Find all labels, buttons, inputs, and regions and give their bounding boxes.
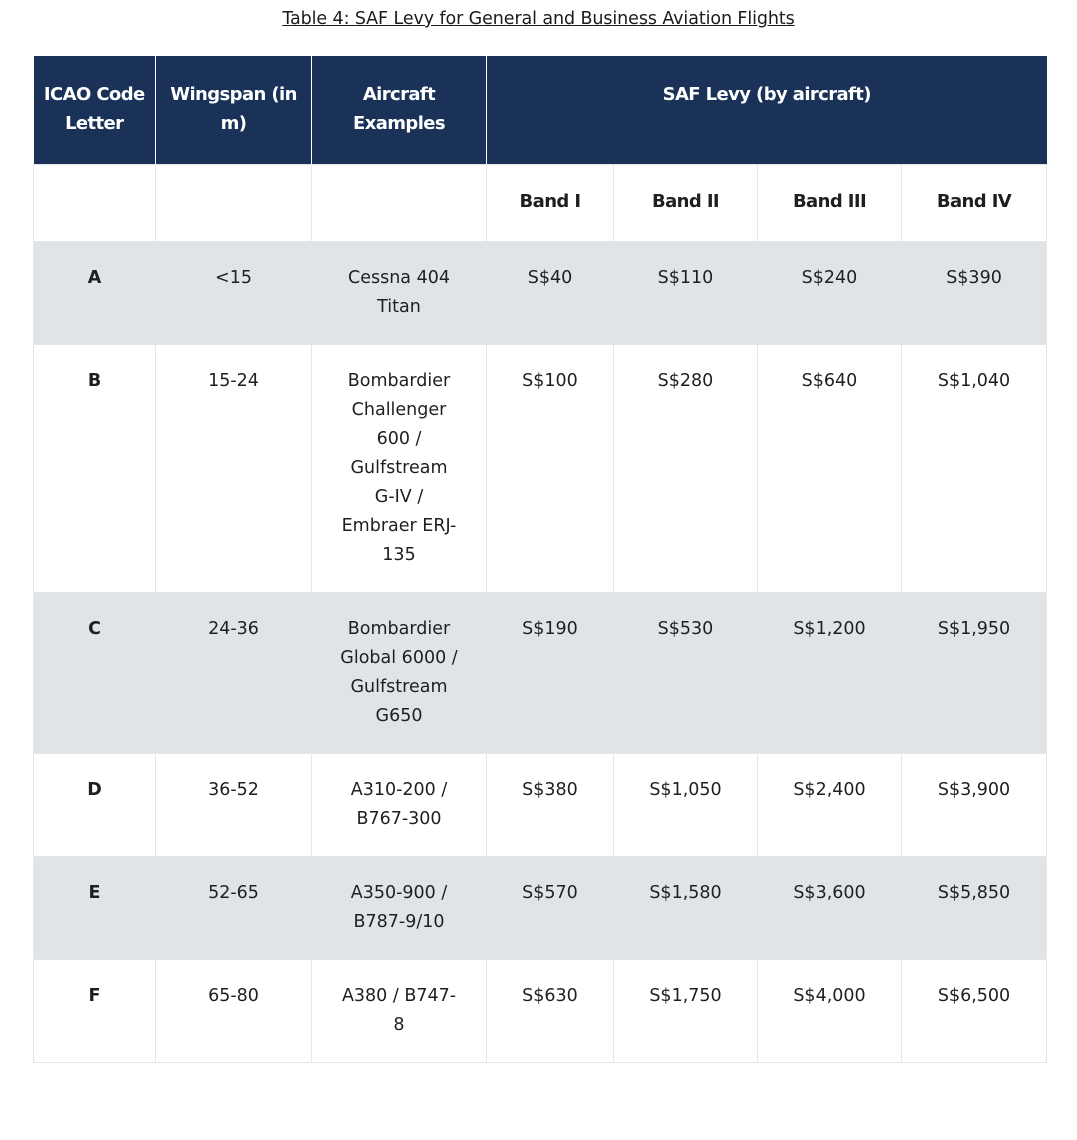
icao-code-cell: D [34,753,156,856]
icao-code-cell: B [34,344,156,592]
aircraft-examples-cell: Bombardier Challenger 600 / Gulfstream G-IV / Embraer ERJ-135 [312,344,487,592]
levy-band-3-cell: S$3,600 [758,856,902,959]
icao-code-cell: C [34,592,156,753]
levy-band-3-cell: S$1,200 [758,592,902,753]
levy-band-3-cell: S$2,400 [758,753,902,856]
table-row [34,856,1047,959]
levy-band-1-cell: S$40 [487,241,614,344]
header-wingspan: Wingspan (in m) [156,56,312,164]
levy-band-4-cell: S$1,950 [902,592,1047,753]
levy-band-4-cell: S$3,900 [902,753,1047,856]
empty-cell [156,164,312,241]
levy-band-3-cell: S$4,000 [758,959,902,1062]
band-4-header: Band IV [902,164,1047,241]
table-row [34,241,1047,344]
icao-code-cell: F [34,959,156,1062]
table-row [34,592,1047,753]
levy-band-4-cell: S$390 [902,241,1047,344]
wingspan-cell: 52-65 [156,856,312,959]
levy-band-1-cell: S$570 [487,856,614,959]
levy-band-2-cell: S$530 [614,592,758,753]
levy-band-3-cell: S$640 [758,344,902,592]
table-row [34,959,1047,1062]
wingspan-cell: 36-52 [156,753,312,856]
wingspan-cell: 15-24 [156,344,312,592]
levy-band-4-cell: S$6,500 [902,959,1047,1062]
band-1-header: Band I [487,164,614,241]
levy-band-2-cell: S$110 [614,241,758,344]
aircraft-examples-cell: A380 / B747-8 [312,959,487,1062]
levy-band-1-cell: S$100 [487,344,614,592]
table-row [34,344,1047,592]
levy-band-2-cell: S$1,050 [614,753,758,856]
levy-band-1-cell: S$630 [487,959,614,1062]
aircraft-examples-cell: A350-900 / B787-9/10 [312,856,487,959]
levy-band-2-cell: S$280 [614,344,758,592]
band-header-row [34,164,1047,241]
aircraft-examples-cell: A310-200 / B767-300 [312,753,487,856]
table-caption: Table 4: SAF Levy for General and Business Aviation Flights [282,9,795,29]
header-aircraft-examples: Aircraft Examples [312,56,487,164]
levy-band-2-cell: S$1,580 [614,856,758,959]
icao-code-cell: A [34,241,156,344]
levy-band-1-cell: S$190 [487,592,614,753]
band-3-header: Band III [758,164,902,241]
levy-band-1-cell: S$380 [487,753,614,856]
levy-band-4-cell: S$1,040 [902,344,1047,592]
table-row [34,753,1047,856]
header-row [34,56,1047,164]
wingspan-cell: 24-36 [156,592,312,753]
levy-band-4-cell: S$5,850 [902,856,1047,959]
icao-code-cell: E [34,856,156,959]
aircraft-examples-cell: Bombardier Global 6000 / Gulfstream G650 [312,592,487,753]
empty-cell [312,164,487,241]
band-2-header: Band II [614,164,758,241]
header-icao-code-letter: ICAO Code Letter [34,56,156,164]
wingspan-cell: 65-80 [156,959,312,1062]
wingspan-cell: <15 [156,241,312,344]
levy-band-3-cell: S$240 [758,241,902,344]
aircraft-examples-cell: Cessna 404 Titan [312,241,487,344]
levy-band-2-cell: S$1,750 [614,959,758,1062]
saf-levy-table [33,56,1047,1063]
header-saf-levy: SAF Levy (by aircraft) [487,56,1047,164]
empty-cell [34,164,156,241]
